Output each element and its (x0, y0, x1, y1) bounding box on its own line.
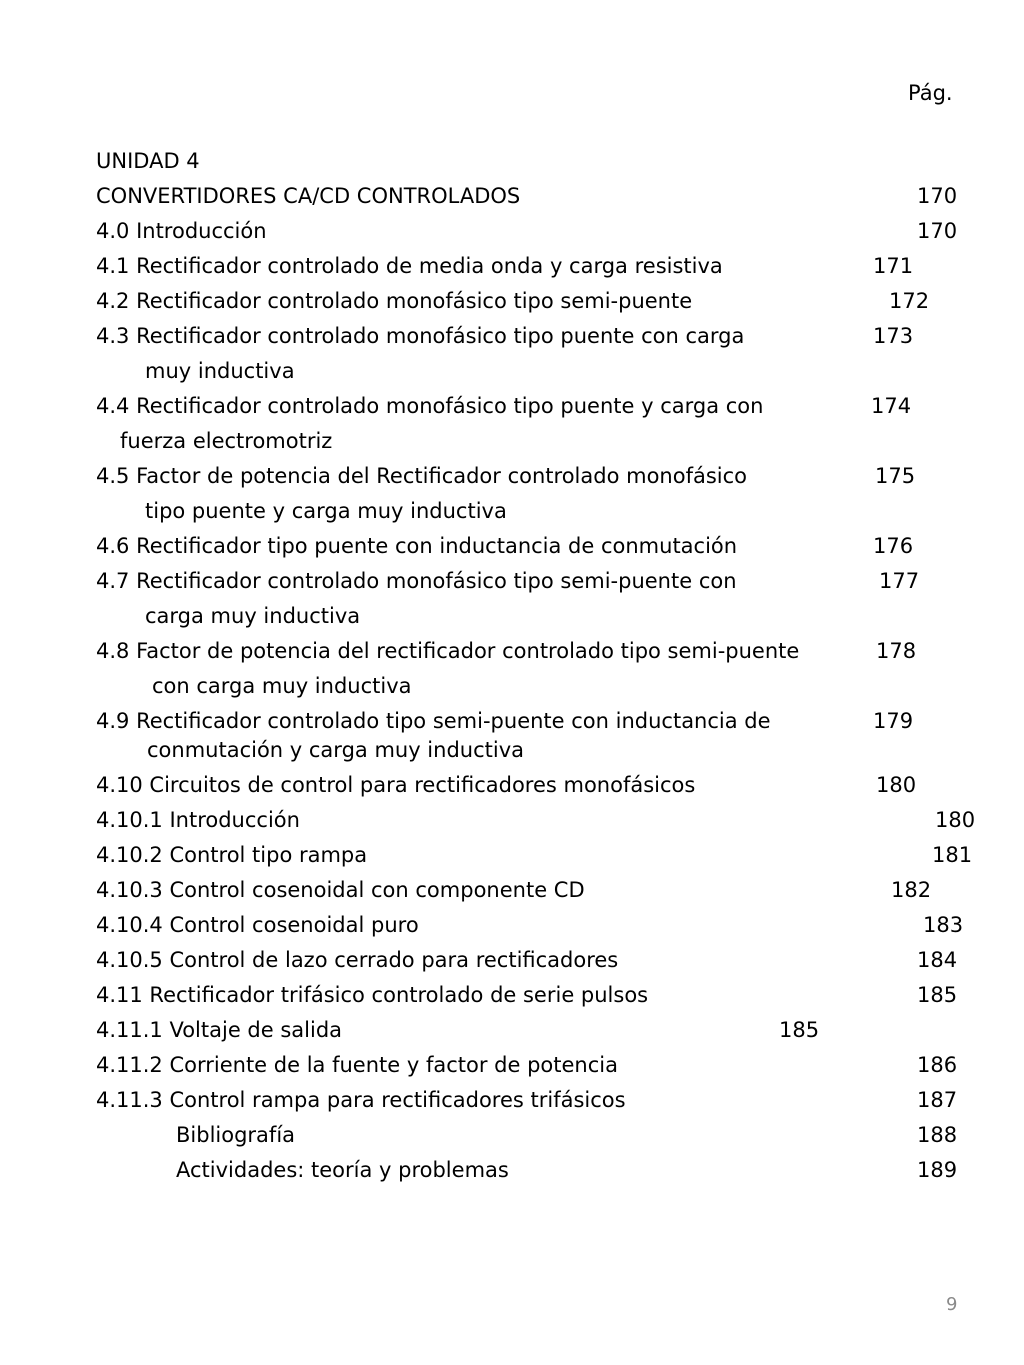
toc-page-4-5: 175 (875, 464, 916, 488)
toc-page-4-11: 185 (917, 983, 958, 1007)
toc-entry-4-8: 4.8 Factor de potencia del rectificador controlado tipo semi-puente (96, 639, 800, 663)
toc-entry-4-6: 4.6 Rectificador tipo puente con inductancia de conmutación (96, 534, 738, 558)
toc-entry-4-2: 4.2 Rectificador controlado monofásico tipo semi-puente (96, 289, 693, 313)
toc-page-4-1: 171 (873, 254, 914, 278)
toc-entry-4-7-continuation: carga muy inductiva (145, 604, 361, 628)
toc-entry-4-9: 4.9 Rectificador controlado tipo semi-puente con inductancia de (96, 709, 771, 733)
toc-page-4-10-5: 184 (917, 948, 958, 972)
toc-page-4-4: 174 (871, 394, 912, 418)
toc-entry-4-1: 4.1 Rectificador controlado de media onda y carga resistiva (96, 254, 723, 278)
toc-page-4-11-2: 186 (917, 1053, 958, 1077)
toc-entry-4-11-1: 4.11.1 Voltaje de salida (96, 1018, 343, 1042)
toc-page-4-0: 170 (917, 219, 958, 243)
toc-page-4-2: 172 (889, 289, 930, 313)
toc-entry-4-11: 4.11 Rectificador trifásico controlado de serie pulsos (96, 983, 649, 1007)
unit-title: CONVERTIDORES CA/CD CONTROLADOS (96, 184, 521, 208)
page-header-pag-label: Pág. (908, 81, 953, 105)
toc-entry-actividades: Actividades: teoría y problemas (176, 1158, 509, 1182)
unit-label: UNIDAD 4 (96, 149, 200, 173)
toc-entry-4-5-continuation: tipo puente y carga muy inductiva (145, 499, 507, 523)
toc-page-4-10: 180 (876, 773, 917, 797)
toc-entry-4-0: 4.0 Introducción (96, 219, 267, 243)
toc-page-4-7: 177 (879, 569, 920, 593)
toc-page-4-8: 178 (876, 639, 917, 663)
toc-page-actividades: 189 (917, 1158, 958, 1182)
toc-page-4-10-2: 181 (932, 843, 973, 867)
toc-page-4-9: 179 (873, 709, 914, 733)
footer-page-number: 9 (946, 1294, 958, 1315)
toc-entry-bibliografia: Bibliografía (176, 1123, 296, 1147)
toc-entry-4-7: 4.7 Rectificador controlado monofásico tipo semi-puente con (96, 569, 737, 593)
toc-page-4-10-4: 183 (923, 913, 964, 937)
toc-entry-4-9-continuation: conmutación y carga muy inductiva (147, 738, 525, 762)
toc-entry-4-3: 4.3 Rectificador controlado monofásico tipo puente con carga (96, 324, 745, 348)
toc-page-4-6: 176 (873, 534, 914, 558)
toc-entry-4-10-1: 4.10.1 Introducción (96, 808, 300, 832)
toc-entry-4-10-2: 4.10.2 Control tipo rampa (96, 843, 368, 867)
toc-entry-4-8-continuation: con carga muy inductiva (152, 674, 412, 698)
toc-page-4-10-3: 182 (891, 878, 932, 902)
toc-entry-4-10-5: 4.10.5 Control de lazo cerrado para rectificadores (96, 948, 619, 972)
toc-page-4-3: 173 (873, 324, 914, 348)
toc-entry-4-11-2: 4.11.2 Corriente de la fuente y factor de potencia (96, 1053, 618, 1077)
toc-page-bibliografia: 188 (917, 1123, 958, 1147)
toc-entry-4-10-4: 4.10.4 Control cosenoidal puro (96, 913, 419, 937)
toc-entry-4-3-continuation: muy inductiva (145, 359, 295, 383)
toc-page-4-11-1: 185 (779, 1018, 820, 1042)
toc-entry-4-10: 4.10 Circuitos de control para rectificadores monofásicos (96, 773, 696, 797)
toc-page-4-11-3: 187 (917, 1088, 958, 1112)
toc-entry-4-11-3: 4.11.3 Control rampa para rectificadores trifásicos (96, 1088, 626, 1112)
toc-entry-4-4-continuation: fuerza electromotriz (120, 429, 333, 453)
toc-entry-4-10-3: 4.10.3 Control cosenoidal con componente CD (96, 878, 585, 902)
unit-title-page: 170 (917, 184, 958, 208)
toc-page-4-10-1: 180 (935, 808, 976, 832)
toc-entry-4-4: 4.4 Rectificador controlado monofásico tipo puente y carga con (96, 394, 764, 418)
toc-entry-4-5: 4.5 Factor de potencia del Rectificador controlado monofásico (96, 464, 747, 488)
